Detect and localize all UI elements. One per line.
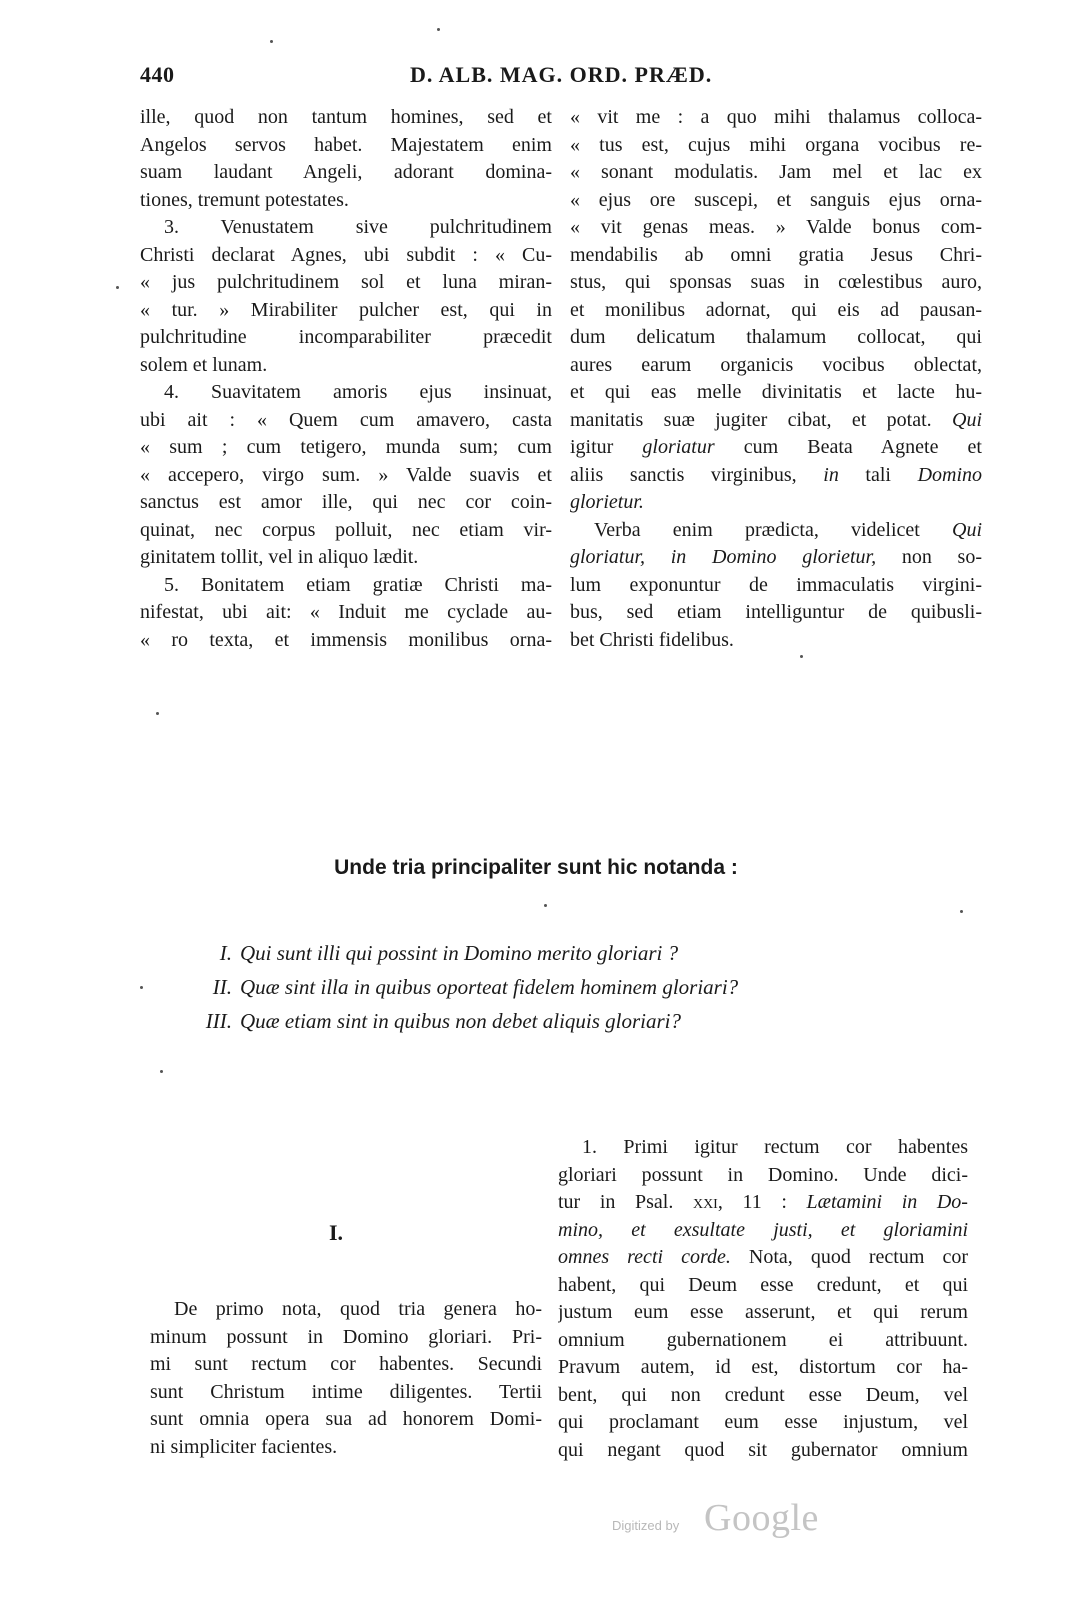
italic-span: omnes recti corde. xyxy=(558,1246,731,1268)
question-text: Qui sunt illi qui possint in Domino merito gloriari ? xyxy=(240,941,679,965)
text-line: tiones, tremunt potestates. xyxy=(140,188,349,211)
text-line: De primo nota, quod tria genera ho- xyxy=(174,1298,542,1320)
page-header xyxy=(140,62,982,92)
text-line: Christi declarat Agnes, ubi subdit : « Cu- xyxy=(140,243,552,266)
digitized-label: Digitized by xyxy=(612,1518,680,1533)
text-span: manitatis suæ jugiter cibat, et potat. xyxy=(570,408,952,431)
question-item xyxy=(180,1004,940,1038)
text-line: ginitatem tollit, vel in aliquo lædit. xyxy=(140,546,419,568)
italic-span: Domino xyxy=(917,463,982,486)
scan-speck xyxy=(160,1070,163,1073)
question-number: II. xyxy=(212,975,232,999)
question-item xyxy=(180,936,940,970)
text-span: xxi xyxy=(692,1191,718,1213)
part-heading: I. xyxy=(328,1220,344,1245)
text-line xyxy=(570,544,982,572)
text-line: ni simpliciter facientes. xyxy=(150,1435,338,1458)
text-line xyxy=(570,407,982,435)
text-line: « sum ; cum tetigero, munda sum; cum xyxy=(140,436,552,458)
text-line: stus, qui sponsas suas in cœlestibus auro, xyxy=(570,271,982,293)
scan-speck xyxy=(437,28,440,31)
italic-span: in xyxy=(823,463,839,486)
text-span: aliis sanctis virginibus, xyxy=(570,463,824,486)
text-line: « tus est, cujus mihi organa vocibus re- xyxy=(570,133,982,156)
scan-speck xyxy=(116,286,119,289)
italic-span: Lætamini in Do- xyxy=(806,1191,968,1213)
left-column-bottom xyxy=(150,1296,542,1461)
left-column-top xyxy=(140,104,552,654)
text-line: « accepero, virgo sum. » Valde suavis et xyxy=(140,463,552,486)
scan-speck xyxy=(156,712,159,715)
text-line xyxy=(558,1189,968,1217)
scan-speck xyxy=(270,40,273,43)
text-line: sanctus est amor ille, qui nec cor coin- xyxy=(140,491,552,513)
text-line: 5. Bonitatem etiam gratiæ Christi ma- xyxy=(164,573,552,596)
page-number: 440 xyxy=(140,62,175,87)
scan-speck xyxy=(544,904,547,907)
text-span: igitur xyxy=(570,436,643,458)
text-line: « vit me : a quo mihi thalamus colloca- xyxy=(570,106,982,128)
text-line xyxy=(570,434,982,462)
right-column-bottom xyxy=(558,1134,968,1464)
text-line: quinat, nec corpus polluit, nec etiam vir- xyxy=(140,518,552,541)
italic-span: Qui xyxy=(952,408,982,431)
text-span: non so- xyxy=(876,546,982,568)
scan-speck xyxy=(800,655,803,658)
right-column-top xyxy=(570,104,982,654)
text-line: « ro texta, et immensis monilibus orna- xyxy=(140,628,552,651)
text-line xyxy=(570,462,982,490)
text-line: suam laudant Angeli, adorant domina- xyxy=(140,161,552,183)
text-line: omnium gubernationem ei attribuunt. xyxy=(558,1328,968,1351)
question-text: Quæ sint illa in quibus oporteat fidelem hominem gloriari? xyxy=(240,975,739,999)
text-line: et qui eas melle divinitatis et lacte hu- xyxy=(570,381,982,403)
scan-speck xyxy=(140,986,143,989)
question-number: I. xyxy=(219,941,232,965)
question-number: III. xyxy=(205,1009,232,1033)
text-line: mendabilis ab omni gratia Jesus Chri- xyxy=(570,243,982,266)
text-line: justum eum esse asserunt, et qui rerum xyxy=(558,1301,968,1323)
scan-speck xyxy=(960,910,963,913)
text-line: « jus pulchritudinem sol et luna miran- xyxy=(140,271,552,293)
text-line: 1. Primi igitur rectum cor habentes xyxy=(582,1136,968,1158)
text-line: « sonant modulatis. Jam mel et lac ex xyxy=(570,161,982,183)
text-line: lum exponuntur de immaculatis virgini- xyxy=(570,573,982,596)
text-span: cum Beata Agnete et xyxy=(714,436,982,458)
section-heading: Unde tria principaliter sunt hic notanda : xyxy=(334,856,738,879)
italic-span: gloriatur xyxy=(642,436,715,458)
text-line: ille, quod non tantum homines, sed et xyxy=(140,106,552,128)
text-line: pulchritudine incomparabiliter præcedit xyxy=(140,326,552,348)
question-item xyxy=(180,970,940,1004)
text-line: gloriari possunt in Domino. Unde dici- xyxy=(558,1163,968,1186)
text-line: ubi ait : « Quem cum amavero, casta xyxy=(140,408,552,431)
italic-span: gloriatur, in Domino glorietur, xyxy=(570,546,877,568)
text-line: 4. Suavitatem amoris ejus insinuat, xyxy=(164,381,552,403)
text-line: 3. Venustatem sive pulchritudinem xyxy=(164,216,552,238)
text-line: qui negant quod sit gubernator omnium xyxy=(558,1438,968,1461)
text-span: tur in Psal. xyxy=(558,1191,693,1213)
text-span: Nota, quod rectum cor xyxy=(730,1246,968,1268)
question-text: Quæ etiam sint in quibus non debet aliquis gloriari? xyxy=(240,1009,682,1033)
text-line: « tur. » Mirabiliter pulcher est, qui in xyxy=(140,298,552,321)
text-line: dum delicatum thalamum collocat, qui xyxy=(570,326,982,348)
text-line: sunt Christum intime diligentes. Tertii xyxy=(150,1380,542,1403)
text-line: et monilibus adornat, qui eis ad pausan- xyxy=(570,298,982,321)
text-line: nifestat, ubi ait: « Induit me cyclade au- xyxy=(140,601,552,623)
text-line: bus, sed etiam intelliguntur de quibusli- xyxy=(570,601,982,623)
italic-span: mino, et exsultate justi, et gloriamini xyxy=(558,1218,968,1241)
text-line: « vit genas meas. » Valde bonus com- xyxy=(570,216,982,238)
text-line: aures earum organicis vocibus oblectat, xyxy=(570,353,982,376)
text-line: sunt omnia opera sua ad honorem Domi- xyxy=(150,1408,542,1430)
text-line: habent, qui Deum esse credunt, et qui xyxy=(558,1273,968,1296)
google-logo: Google xyxy=(704,1497,819,1539)
text-line: bent, qui non credunt esse Deum, vel xyxy=(558,1383,968,1406)
text-line: minum possunt in Domino gloriari. Pri- xyxy=(150,1325,542,1348)
text-line: solem et lunam. xyxy=(140,353,268,376)
italic-span: glorietur. xyxy=(570,491,644,513)
text-line: mi sunt rectum cor habentes. Secundi xyxy=(150,1353,542,1375)
text-line: Angelos servos habet. Majestatem enim xyxy=(140,133,552,156)
text-line: qui proclamant eum esse injustum, vel xyxy=(558,1411,968,1433)
text-line: bet Christi fidelibus. xyxy=(570,628,734,651)
text-line: « ejus ore suscepi, et sanguis ejus orna- xyxy=(570,188,982,211)
running-head: D. ALB. MAG. ORD. PRÆD. xyxy=(410,62,713,87)
text-line xyxy=(570,517,982,545)
question-list xyxy=(180,936,940,1038)
digitized-watermark xyxy=(612,1496,852,1546)
text-line xyxy=(558,1244,968,1272)
text-line xyxy=(570,489,982,517)
italic-span: Qui xyxy=(952,518,982,541)
text-line xyxy=(558,1217,968,1245)
text-span: tali xyxy=(838,463,918,486)
text-span: , 11 : xyxy=(717,1191,807,1213)
text-span: Verba enim prædicta, videlicet xyxy=(594,518,952,541)
text-line: Pravum autem, id est, distortum cor ha- xyxy=(558,1356,968,1378)
